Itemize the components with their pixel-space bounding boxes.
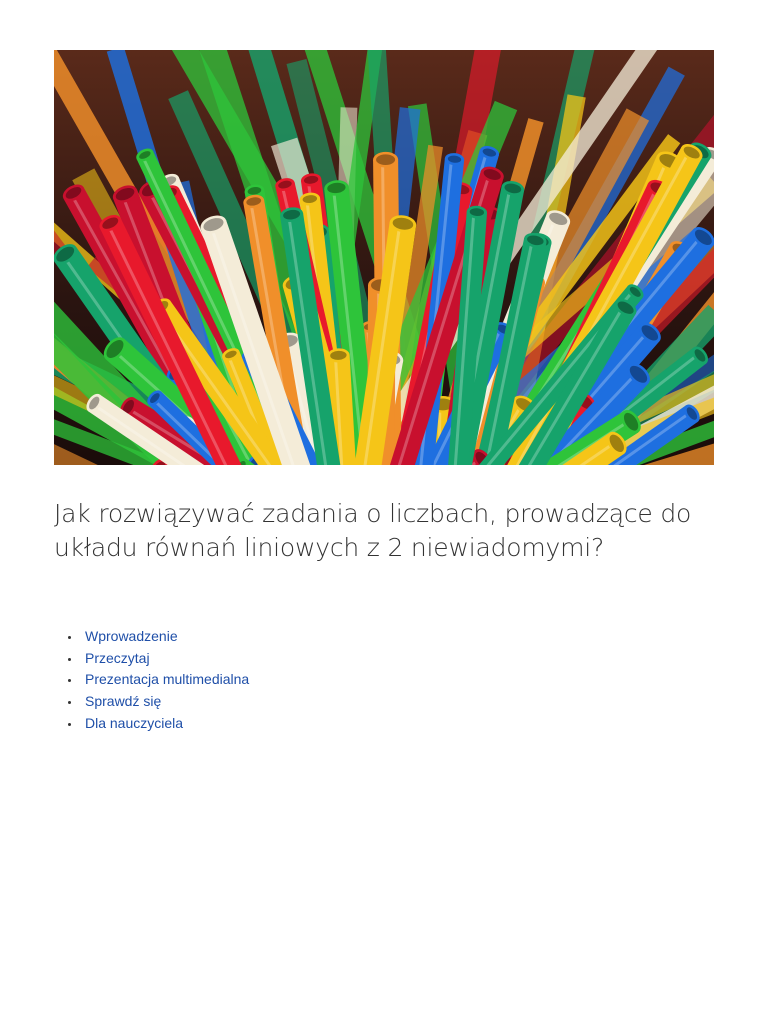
toc-link-przeczytaj[interactable]: Przeczytaj [85,649,150,666]
toc-link-dla-nauczyciela[interactable]: Dla nauczyciela [85,714,184,731]
page-title: Jak rozwiązywać zadania o liczbach, prowadzące do układu równań liniowych z 2 niewiadomymi? [54,499,692,562]
toc-item-przeczytaj [66,648,249,670]
toc-link-prezentacja[interactable]: Prezentacja multimedialna [85,671,250,688]
toc-item-sprawdz [66,691,249,713]
straws-illustration [54,50,714,465]
hero-image [54,50,714,465]
toc-link-sprawdz[interactable]: Sprawdź się [85,693,162,710]
toc-item-dla-nauczyciela [66,713,249,735]
toc-item-prezentacja [66,669,249,691]
table-of-contents [66,626,249,734]
toc-link-wprowadzenie[interactable]: Wprowadzenie [85,628,178,644]
toc-item-wprowadzenie [66,626,249,648]
